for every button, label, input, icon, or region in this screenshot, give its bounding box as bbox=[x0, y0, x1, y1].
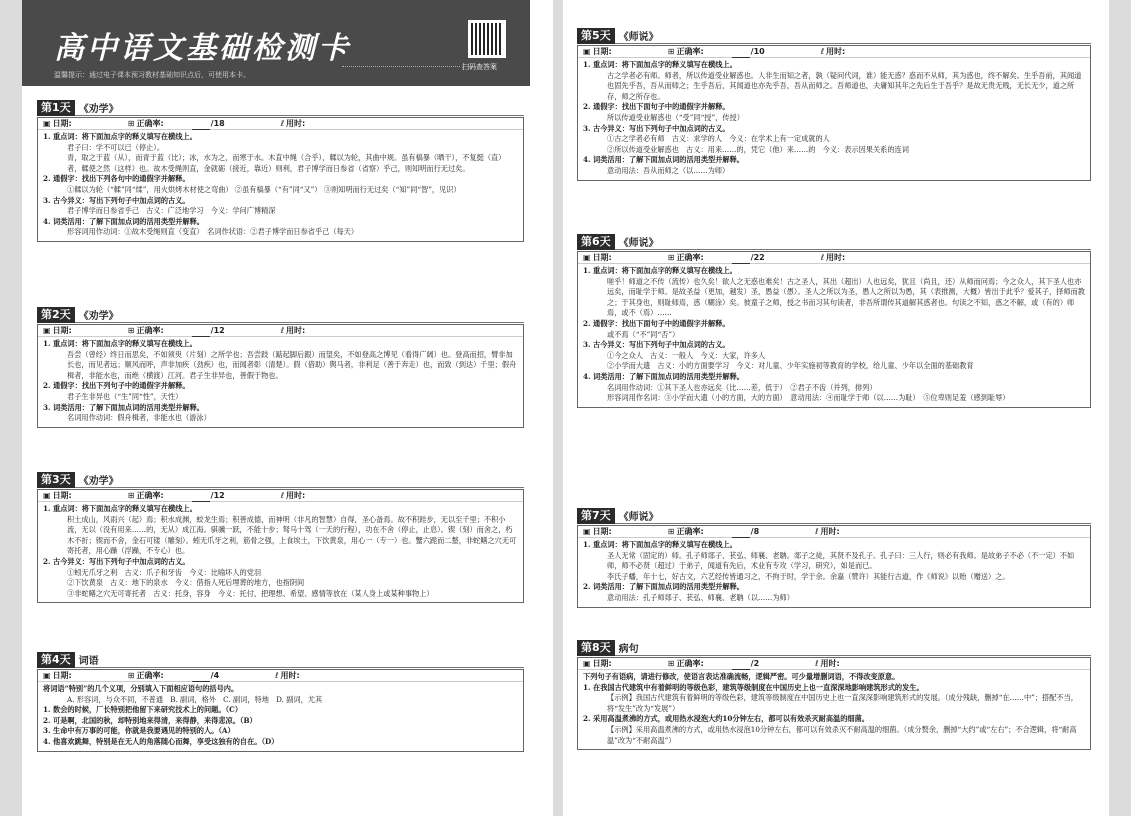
section-header bbox=[577, 234, 1091, 250]
question-line: 君子曰：学不可以已（停止）。 bbox=[67, 142, 165, 152]
meta-row bbox=[578, 252, 1090, 264]
section-day-2 bbox=[37, 307, 524, 428]
section-header bbox=[577, 28, 1091, 44]
question-line: 吾尝（曾经）终日而思矣，不如须臾（片刻）之所学也；吾尝跂（踮起脚后跟）而望矣，不如登高之博见（看得广阔）也。登高而招，臂非加长也，而见者远；顺风而呼，声非加疾（劲疾）也，而闻者彰（清楚）。假（借助）舆马者，非利足（善于奔走）也，而致（到达）千里；假舟楫者，非能水也，而绝（横渡）江河。君子生非异也，善假于物也。 bbox=[67, 349, 517, 380]
question-line: 2. 通假字：找出下面句子中的通假字并解释。 bbox=[583, 102, 730, 112]
rate-field[interactable] bbox=[128, 118, 253, 129]
section-box bbox=[577, 657, 1091, 750]
clock-icon: ℓ bbox=[275, 671, 279, 680]
question-line: 1. 在我国古代建筑中有着鲜明的等级色彩，建筑等级制度在中国历史上也一直深深地影响建筑形式的发生。 bbox=[583, 682, 924, 692]
rate-field[interactable] bbox=[128, 490, 253, 501]
question-line: A. 形容词，与众不同，不普通 B. 副词，格外 C. 副词，特地 D. 副词，尤其 bbox=[67, 694, 323, 704]
day-badge: 第4天 bbox=[37, 652, 75, 668]
header-banner bbox=[22, 0, 530, 86]
day-badge: 第6天 bbox=[577, 234, 615, 250]
tip-text: 温馨提示：通过电子课本预习教材基础知识点后，可使用本卡。 bbox=[54, 71, 250, 79]
question-line: 2. 可是啊，北国的秋，却特别地来得清，来得静，来得悲凉。（B） bbox=[43, 715, 257, 725]
rate-field[interactable] bbox=[668, 658, 787, 669]
rate-blank[interactable] bbox=[192, 494, 210, 502]
rate-label: 正确率: bbox=[136, 326, 164, 335]
question-line: ①古之学者必有师 古义：求学的人 今义：在学术上有一定成就的人 bbox=[607, 134, 830, 144]
section-title: 《劝学》 bbox=[78, 311, 119, 322]
question-line: 1. 重点词：将下面加点字的释义填写在横线上。 bbox=[43, 339, 197, 348]
section-title: 《师说》 bbox=[618, 512, 659, 523]
date-field[interactable] bbox=[43, 325, 100, 336]
section-title: 词语 bbox=[78, 656, 99, 667]
date-field[interactable] bbox=[43, 490, 100, 501]
rate-blank[interactable] bbox=[732, 530, 750, 538]
question-line: 1. 重点词：将下面加点字的释义填写在横线上。 bbox=[583, 266, 737, 275]
question-line: 4. 词类活用：了解下面加点词的活用类型并解释。 bbox=[43, 216, 204, 226]
rate-blank[interactable] bbox=[732, 256, 750, 264]
rate-total: /18 bbox=[210, 119, 225, 128]
time-field[interactable] bbox=[821, 46, 874, 57]
question-line: 【示例】采用高温煮沸的方式，或用热水浸泡10分钟左右，都可以有效杀灭不耐高温的细菌。（成分赘余，删掉“大约”或“左右”；不合逻辑，将“耐高温”改为“不耐高温”） bbox=[607, 724, 1077, 745]
question-line: 3. 生命中有万事的可能，你就是我要遇见的特别的人。（A） bbox=[43, 726, 235, 736]
question-line: ③非蛇鳝之穴无可寄托者 古义：托身，容身 今义：托付，把理想、希望、感情等放在（某人身上或某种事物上） bbox=[67, 588, 434, 598]
grid-icon: ⊞ bbox=[667, 527, 675, 536]
rate-total: /8 bbox=[750, 527, 760, 536]
question-line: 圣人无常（固定的）师。孔子师郯子、苌弘、师襄、老聃。郯子之徒，其贤不及孔子。孔子曰：三人行，则必有我师。是故弟子不必（不一定）不如师，师不必贤（超过）于弟子，闻道有先后，术业有专攻（学习，研究），如是而已。 bbox=[607, 550, 1075, 571]
clock-icon: ℓ bbox=[280, 326, 285, 335]
rate-field[interactable] bbox=[668, 46, 793, 57]
time-field[interactable] bbox=[815, 526, 868, 537]
question-line: 古之学者必有师。师者，所以传道受业解惑也。人非生而知之者，孰（疑问代词，谁）能无惑？惑而不从师，其为惑也，终不解矣。生乎吾前，其闻道也固先乎吾，吾从而师之；生乎吾后，其闻道也亦先乎吾，吾从而师之。吾师道也，夫庸知其年之先后生于吾乎？是故无贵无贱，无长无少，道之所存，师之所存也。 bbox=[607, 70, 1082, 101]
question-line: ①蚓无爪牙之利 古义：爪子和牙齿 今义：比喻坏人的党羽 bbox=[67, 567, 262, 577]
rate-label: 正确率: bbox=[676, 659, 704, 668]
section-box bbox=[37, 489, 524, 603]
rate-total: /4 bbox=[210, 671, 220, 680]
rate-blank[interactable] bbox=[192, 122, 210, 130]
section-box bbox=[37, 117, 524, 242]
grid-icon: ⊞ bbox=[127, 119, 135, 128]
time-label: 用时: bbox=[286, 119, 306, 128]
meta-row bbox=[38, 670, 523, 682]
question-line: 1. 重点词：将下面加点字的释义填写在横线上。 bbox=[43, 504, 197, 513]
time-field[interactable] bbox=[281, 325, 334, 336]
question-line: 2. 通假字：找出下面句子中的通假字并解释。 bbox=[583, 318, 730, 328]
calendar-icon: ▣ bbox=[43, 671, 51, 680]
question-line: 名词用作动词：①其下圣人也亦远矣（比……差，低于） ②君子不齿（并列，排列） bbox=[607, 382, 877, 392]
meta-row bbox=[38, 325, 523, 337]
rate-label: 正确率: bbox=[136, 671, 164, 680]
question-line: 2. 通假字：找出下列句子中的通假字并解释。 bbox=[43, 381, 190, 391]
question-line: 或不焉（“不”同“否”） bbox=[607, 329, 680, 339]
qr-label: 扫码查答案 bbox=[462, 63, 497, 71]
meta-row bbox=[38, 118, 523, 130]
question-line: 1. 数会的时候，厂长特别把他留下来研究技术上的问题。（C） bbox=[43, 705, 243, 715]
section-header bbox=[577, 640, 1091, 656]
question-line: 积土成山，风雨兴（起）焉；积水成渊，蛟龙生焉；积善成德，而神明（非凡的智慧）自得，圣心备焉。故不积跬步，无以至千里；不积小流，无以（没有用来……的，无从）成江海。骐骥一跃，不能十步；驽马十驾（一天的行程），功在不舍（停止，止息）。锲（刻）而舍之，朽木不折；锲而不舍，金石可镂（雕刻）。蚓无爪牙之利，筋骨之强，上食埃土，下饮黄泉，用心一（专一）也。蟹六跪而二螯，非蛇鳝之穴无可寄托者，用心躁（浮躁，不专心）也。 bbox=[67, 514, 517, 556]
date-label: 日期: bbox=[52, 119, 72, 128]
section-day-4 bbox=[37, 652, 524, 752]
day-badge: 第8天 bbox=[577, 640, 615, 656]
clock-icon: ℓ bbox=[815, 527, 819, 536]
section-title: 《劝学》 bbox=[78, 476, 119, 487]
question-line: 1. 重点词：将下面加点字的释义填写在横线上。 bbox=[583, 60, 737, 69]
section-header bbox=[37, 652, 524, 668]
question-line: 3. 古今异义：写出下列句子中加点词的古义。 bbox=[583, 123, 730, 133]
clock-icon: ℓ bbox=[820, 253, 825, 262]
section-box bbox=[577, 45, 1091, 181]
question-line: 君子博学而日参省乎己 古义：广泛地学习 今义：学问广博精深 bbox=[67, 206, 276, 216]
question-line: 意动用法：孔子师郯子、苌弘、师襄、老聃（以……为师） bbox=[607, 592, 794, 602]
date-label: 日期: bbox=[592, 47, 612, 56]
question-line: 2. 古今异义：写出下列句子中加点词的古义。 bbox=[43, 556, 190, 566]
rate-label: 正确率: bbox=[676, 47, 704, 56]
time-field[interactable] bbox=[275, 670, 328, 681]
date-field[interactable] bbox=[43, 118, 100, 129]
section-box bbox=[37, 324, 524, 428]
day-badge: 第5天 bbox=[577, 28, 615, 44]
rate-blank[interactable] bbox=[192, 329, 210, 337]
rate-blank[interactable] bbox=[732, 50, 750, 58]
date-field[interactable] bbox=[583, 658, 640, 669]
question-line: 形容词用作名词：③小学而大遗（小的方面，大的方面） 意动用法：④而耻学于师（以……为耻） ⑤位卑则足羞（感到耻辱） bbox=[607, 393, 1010, 403]
question-line: 名词用作动词：假舟楫者，非能水也（游泳） bbox=[67, 413, 211, 423]
question-line: 3. 词类活用：了解下面加点词的活用类型并解释。 bbox=[43, 402, 204, 412]
rate-field[interactable] bbox=[668, 526, 787, 537]
question-line: 形容词用作动词：①故木受绳则直（变直） 名词作状语：②君子博学而日参省乎己（每天） bbox=[67, 227, 359, 237]
calendar-icon: ▣ bbox=[43, 326, 51, 335]
clock-icon: ℓ bbox=[280, 119, 285, 128]
question-line: ②所以传道受业解惑也 古义：用来……的，凭它（他）来……的 今义：表示因果关系的连词 bbox=[607, 144, 909, 154]
grid-icon: ⊞ bbox=[667, 659, 675, 668]
calendar-icon: ▣ bbox=[583, 659, 591, 668]
rate-total: /10 bbox=[750, 47, 765, 56]
time-label: 用时: bbox=[820, 659, 840, 668]
date-label: 日期: bbox=[592, 527, 612, 536]
day-badge: 第7天 bbox=[577, 508, 615, 524]
day-badge: 第2天 bbox=[37, 307, 75, 323]
question-line: ②下饮黄泉 古义：地下的泉水 今义：借指人死后埋葬的地方，也指阴间 bbox=[67, 578, 305, 588]
time-field[interactable] bbox=[821, 252, 874, 263]
question-line: 青，取之于蓝（从），而青于蓝（比）；冰，水为之，而寒于水。木直中绳（合乎），輮以为轮，其曲中规。虽有槁暴（晒干），不复挺（直）者，輮使之然（这样）也。故木受绳则直，金就砺（接近，靠近）则利，君子博学而日参省（省察）乎己，则知明而行无过矣。 bbox=[67, 153, 506, 173]
section-header bbox=[37, 100, 524, 116]
question-line: 3. 古今异义：写出下列句子中加点词的古义。 bbox=[43, 195, 190, 205]
calendar-icon: ▣ bbox=[583, 47, 591, 56]
question-line: 李氏子蟠，年十七，好古文，六艺经传皆通习之，不拘于时，学于余。余嘉（赞许）其能行古道，作《师说》以贻（赠送）之。 bbox=[607, 571, 1010, 581]
section-box bbox=[577, 251, 1091, 408]
section-title: 《劝学》 bbox=[78, 104, 119, 115]
date-label: 日期: bbox=[52, 671, 72, 680]
section-box bbox=[577, 525, 1091, 608]
section-title: 《师说》 bbox=[618, 238, 659, 249]
question-line: 2. 采用高温煮沸的方式，或用热水浸泡大约10分钟左右，都可以有效杀灭耐高温的细菌。 bbox=[583, 714, 869, 724]
date-field[interactable] bbox=[583, 252, 640, 263]
rate-total: /12 bbox=[210, 326, 225, 335]
time-label: 用时: bbox=[826, 47, 846, 56]
rate-label: 正确率: bbox=[136, 119, 164, 128]
rate-label: 正确率: bbox=[136, 491, 164, 500]
rate-total: /2 bbox=[750, 659, 760, 668]
time-field[interactable] bbox=[281, 118, 334, 129]
rate-field[interactable] bbox=[128, 670, 247, 681]
question-line: 2. 通假字：找出下列各句中的通假字并解释。 bbox=[43, 174, 190, 184]
time-field[interactable] bbox=[281, 490, 334, 501]
time-field[interactable] bbox=[815, 658, 868, 669]
rate-field[interactable] bbox=[128, 325, 253, 336]
question-line: 4. 词类活用：了解下面加点词的活用类型并解释。 bbox=[583, 155, 744, 165]
day-badge: 第3天 bbox=[37, 472, 75, 488]
calendar-icon: ▣ bbox=[583, 253, 591, 262]
question-line: 4. 他喜欢跳舞，特别是在无人的角落随心而舞，享受这独有的自在。（D） bbox=[43, 736, 279, 746]
grid-icon: ⊞ bbox=[127, 491, 135, 500]
question-line: ①今之众人 古义：一般人 今义：大家，许多人 bbox=[607, 350, 766, 360]
section-day-3 bbox=[37, 472, 524, 603]
time-label: 用时: bbox=[286, 326, 306, 335]
rate-blank[interactable] bbox=[732, 662, 750, 670]
meta-row bbox=[578, 658, 1090, 670]
rate-label: 正确率: bbox=[676, 527, 704, 536]
time-label: 用时: bbox=[826, 253, 846, 262]
page-title: 高中语文基础检测卡 bbox=[54, 31, 351, 66]
calendar-icon: ▣ bbox=[583, 527, 591, 536]
question-line: 将词语“特别”的几个义项，分别填入下面相应语句的括号内。 bbox=[43, 684, 239, 693]
section-title: 病句 bbox=[618, 644, 639, 655]
date-field[interactable] bbox=[583, 526, 640, 537]
clock-icon: ℓ bbox=[820, 47, 825, 56]
date-field[interactable] bbox=[43, 670, 100, 681]
date-field[interactable] bbox=[583, 46, 640, 57]
calendar-icon: ▣ bbox=[43, 119, 51, 128]
section-day-8 bbox=[577, 640, 1091, 750]
section-header bbox=[37, 472, 524, 488]
question-line: 2. 词类活用：了解下面加点词的活用类型并解释。 bbox=[583, 582, 744, 592]
qr-code-icon[interactable] bbox=[468, 20, 506, 58]
section-box bbox=[37, 669, 524, 752]
question-line: 下列句子有语病，请进行修改，使语言表达准确流畅，逻辑严密。可少量增删词语，不得改变原意。 bbox=[583, 672, 900, 681]
question-line: 1. 重点词：将下面加点字的释义填写在横线上。 bbox=[43, 132, 197, 141]
time-label: 用时: bbox=[286, 491, 306, 500]
calendar-icon: ▣ bbox=[43, 491, 51, 500]
question-line: 意动用法：吾从而师之（以……为师） bbox=[607, 165, 730, 175]
grid-icon: ⊞ bbox=[667, 47, 675, 56]
rate-total: /22 bbox=[750, 253, 765, 262]
question-line: 3. 古今异义：写出下列句子中加点词的古义。 bbox=[583, 340, 730, 350]
question-line: ②小学而大遗 古义：小的方面要学习 今义：对儿童、少年实施初等教育的学校，给儿童、少年以全面的基础教育 bbox=[607, 361, 974, 371]
section-day-7 bbox=[577, 508, 1091, 608]
divider bbox=[342, 66, 460, 67]
grid-icon: ⊞ bbox=[667, 253, 675, 262]
date-label: 日期: bbox=[592, 659, 612, 668]
question-line: 嗟乎！师道之不传（流传）也久矣！欲人之无惑也难矣！古之圣人，其出（超出）人也远矣，犹且（尚且，还）从师而问焉；今之众人，其下圣人也亦远矣，而耻学于师。是故圣益（更加，越发）圣，愚益（愚）。圣人之所以为圣，愚人之所以为愚，其（表推测，大概）皆出于此乎？爱其子，择师而教之；于其身也，则耻师焉，惑（糊涂）矣。彼童子之师，授之书而习其句读者，非吾所谓传其道解其惑者也。句读之不知，惑之不解，或（有的）师焉，或不（焉）…… bbox=[607, 276, 1085, 318]
rate-field[interactable] bbox=[668, 252, 793, 263]
date-label: 日期: bbox=[52, 326, 72, 335]
rate-label: 正确率: bbox=[676, 253, 704, 262]
meta-row bbox=[578, 46, 1090, 58]
day-badge: 第1天 bbox=[37, 100, 75, 116]
rate-blank[interactable] bbox=[192, 674, 210, 682]
time-label: 用时: bbox=[280, 671, 300, 680]
clock-icon: ℓ bbox=[815, 659, 819, 668]
question-line: 1. 重点词：将下面加点字的释义填写在横线上。 bbox=[583, 540, 737, 549]
question-line: 4. 词类活用：了解下面加点词的活用类型并解释。 bbox=[583, 371, 744, 381]
meta-row bbox=[578, 526, 1090, 538]
section-header bbox=[577, 508, 1091, 524]
section-day-1 bbox=[37, 100, 524, 242]
rate-total: /12 bbox=[210, 491, 225, 500]
question-line: 所以传道受业解惑也（“受”同“授”，传授） bbox=[607, 112, 744, 122]
date-label: 日期: bbox=[52, 491, 72, 500]
clock-icon: ℓ bbox=[280, 491, 285, 500]
question-line: 君子生非异也（“生”同“性”，天性） bbox=[67, 391, 183, 401]
date-label: 日期: bbox=[592, 253, 612, 262]
question-line: ①輮以为轮（“輮”同“煣”，用火烘烤木材使之弯曲） ②虽有槁暴（“有”同“又”） ③则知明而行无过矣（“知”同“智”，见识） bbox=[67, 184, 461, 194]
grid-icon: ⊞ bbox=[127, 326, 135, 335]
grid-icon: ⊞ bbox=[127, 671, 135, 680]
time-label: 用时: bbox=[820, 527, 840, 536]
question-line: 【示例】我国古代建筑有着鲜明的等级色彩，建筑等级制度在中国历史上也一直深深影响建筑形式的发展。（成分残缺，删掉“在……中”；搭配不当，将“发生”改为“发展”） bbox=[607, 693, 1078, 713]
section-day-6 bbox=[577, 234, 1091, 408]
section-header bbox=[37, 307, 524, 323]
section-title: 《师说》 bbox=[618, 32, 659, 43]
meta-row bbox=[38, 490, 523, 502]
section-day-5 bbox=[577, 28, 1091, 181]
